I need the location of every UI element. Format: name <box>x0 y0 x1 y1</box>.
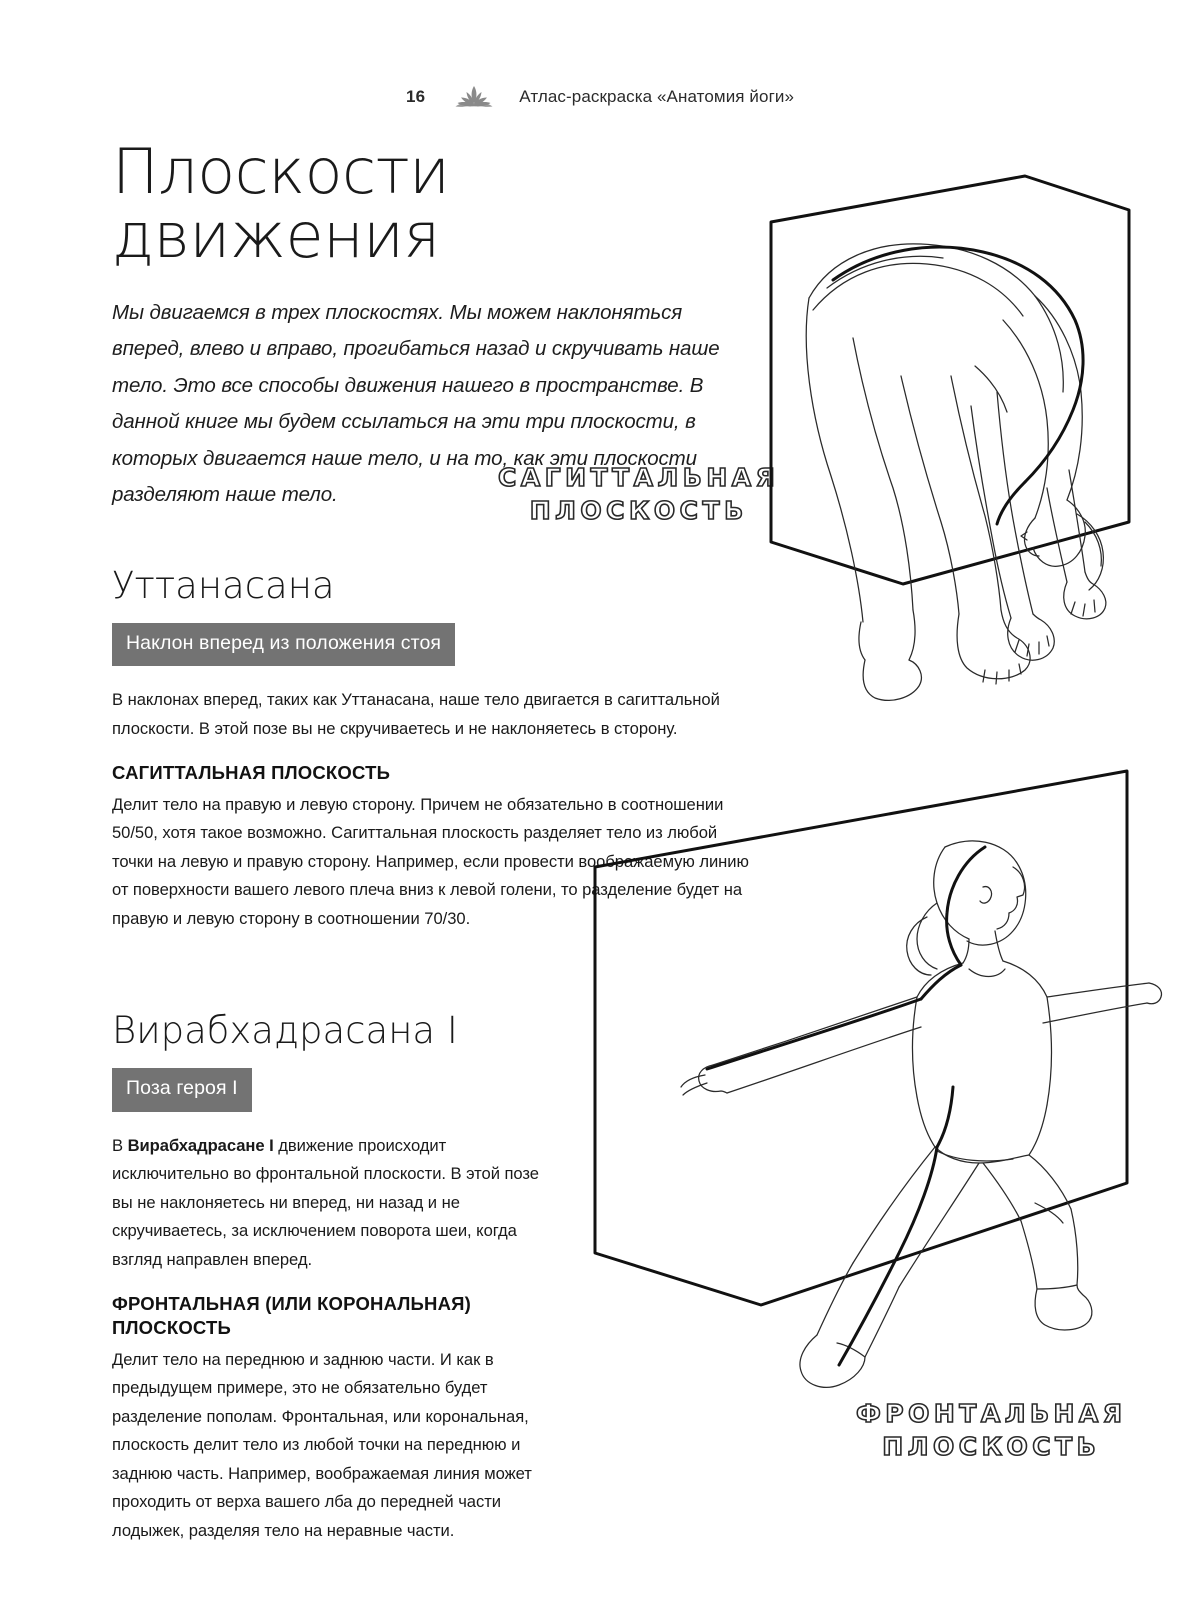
subheading-frontal-plane <box>112 1292 752 1339</box>
subheading-frontal-line1: ФРОНТАЛЬНАЯ (ИЛИ КОРОНАЛЬНАЯ) <box>112 1293 472 1315</box>
intro-paragraph: Мы двигаемся в трех плоскостях. Мы можем наклоняться вперед, влево и вправо, прогибаться назад и скручивать наше тело. Это все способы движения нашего в пространстве. В данной книге мы будем ссылаться на эти три плоскости, в которых двигается наше тело, и на то, как эти плоскости разделяют наше тело. <box>112 300 720 507</box>
sagittal-plane-label-line2: ПЛОСКОСТЬ <box>529 495 748 525</box>
lotus-icon <box>451 84 497 110</box>
pose-badge-uttanasana: Наклон вперед из положения стоя <box>112 623 455 667</box>
content-column <box>112 135 752 1561</box>
subheading-sagittal-plane: САГИТТАЛЬНАЯ ПЛОСКОСТЬ <box>112 762 391 784</box>
frontal-plane-paragraph: Делит тело на переднюю и заднюю части. И как в предыдущем примере, это не обязательно будет разделение пополам. Фронтальная, или корональная, плоскость делит тело из любой точки на переднюю и заднюю часть. Например, воображаемая линия может проходить от верха вашего лба до передней части лодыжек, разделяя тело на неравные части. <box>112 1349 532 1540</box>
intro-suffix: движение происходит исключительно во фронтальной плоскости. В этой позе вы не наклоняетесь ни вперед, ни назад и не скручиваетесь, за исключением поворота шеи, когда взгляд направлен вперед. <box>112 1135 539 1269</box>
pose-badge-virabhadrasana: Поза героя I <box>112 1068 252 1112</box>
sagittal-plane-paragraph: Делит тело на правую и левую сторону. Причем не обязательно в соотношении 50/50, хотя такое возможно. Сагиттальная плоскость разделяет тело из любой точки на левую и правую сторону. Например, если провести воображаемую линию от поверхности вашего левого плеча вниз к левой голени, то разделение будет на правую и левую сторону в соотношении 70/30. <box>112 794 749 928</box>
virabhadrasana-intro-paragraph <box>112 1132 562 1275</box>
frontal-plane-label-line1: ФРОНТАЛЬНАЯ <box>856 1399 1127 1428</box>
pose-name-inline-bold: Вирабхадрасане I <box>127 1135 274 1155</box>
sagittal-plane-label <box>498 462 779 527</box>
pose-heading-uttanasana: Уттанасана <box>112 563 335 607</box>
pose-heading-virabhadrasana: Вирабхадрасана I <box>112 1009 458 1053</box>
sagittal-plane-label-line1: САГИТТАЛЬНАЯ <box>498 463 780 492</box>
running-head <box>0 84 1200 110</box>
frontal-plane-label-line2: ПЛОСКОСТЬ <box>882 1431 1101 1461</box>
frontal-plane-label <box>856 1398 1127 1463</box>
illustration-uttanasana-sagittal-plane <box>735 170 1165 820</box>
uttanasana-intro-paragraph: В наклонах вперед, таких как Уттанасана, наше тело двигается в сагиттальной плоскости. В этой позе вы не скручиваетесь и не наклоняетесь в сторону. <box>112 690 720 738</box>
page-title: Плоскости движения <box>112 135 450 273</box>
book-title: Атлас-раскраска «Анатомия йоги» <box>519 87 795 106</box>
page-number: 16 <box>405 87 426 106</box>
intro-prefix: В <box>112 1135 128 1155</box>
subheading-frontal-line2: ПЛОСКОСТЬ <box>112 1316 232 1338</box>
